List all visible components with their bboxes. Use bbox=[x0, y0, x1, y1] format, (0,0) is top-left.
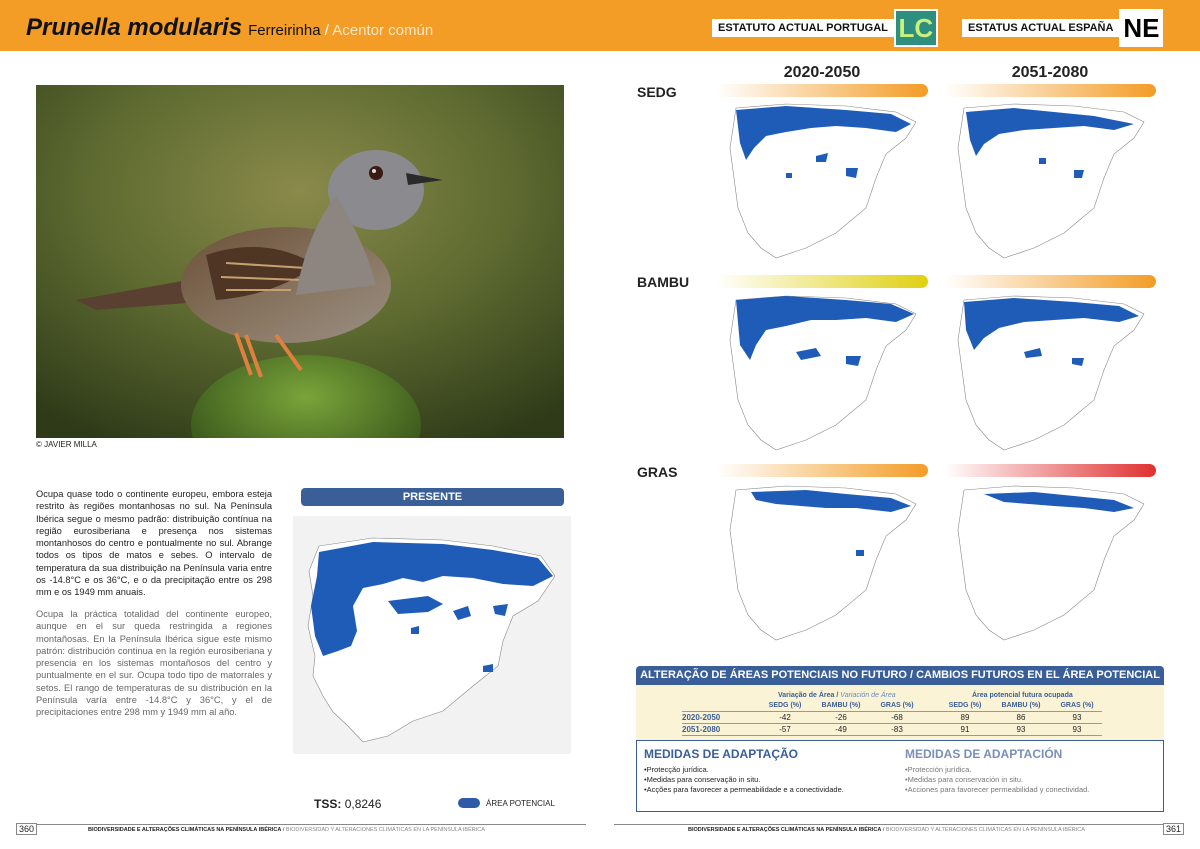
group-area-variation-es: Variación de Área bbox=[840, 692, 896, 699]
page-number-left: 360 bbox=[16, 823, 37, 835]
scientific-name: Prunella modularis bbox=[26, 14, 243, 41]
map-bambu-2050 bbox=[716, 290, 928, 462]
status-spain-label: ESTATUS ACTUAL ESPAÑA bbox=[962, 19, 1119, 37]
col-header: SEDG (%) bbox=[768, 702, 802, 709]
description-es: Ocupa la práctica totalidad del continente europeo, aunque en el sur queda restringida a regiones montañosas. En la Península Ibérica sigue este mismo patrón: distribución continua en la región eurosiberiana y presencia en los sistemas montañosos del centro y puntualmente en el sur. Ocupa todo tipo de matorrales y setos. El rango de temperaturas de su distribución en la Península varía entre -14.8°C y 36°C, y el de precipitaciones entre 298 mm y 1949 mm al año. bbox=[36, 609, 272, 718]
sedg-2080-bar bbox=[944, 84, 1156, 97]
col-header: GRAS (%) bbox=[1060, 702, 1094, 709]
bird-photo bbox=[36, 85, 564, 438]
adaptation-es-item: •Protección jurídica. bbox=[905, 765, 972, 774]
footer-pt: BIODIVERSIDADE E ALTERAÇÕES CLIMÁTICAS NA PENÍNSULA IBÉRICA bbox=[688, 827, 882, 833]
table-cell: 93 bbox=[1016, 725, 1026, 734]
footer-rule-left bbox=[16, 824, 586, 825]
footer-rule-right bbox=[614, 824, 1184, 825]
bambu-2080-bar bbox=[944, 275, 1156, 288]
legend-label: ÁREA POTENCIAL bbox=[486, 799, 555, 808]
table-cell: -68 bbox=[891, 713, 903, 722]
adaptation-pt-title: MEDIDAS DE ADAPTAÇÃO bbox=[644, 747, 799, 761]
table-cell: -49 bbox=[835, 725, 847, 734]
adaptation-pt-item: •Protecção jurídica. bbox=[644, 765, 709, 774]
col-header: SEDG (%) bbox=[948, 702, 982, 709]
group-area-variation: Variação de Área / Variación de Área bbox=[778, 692, 896, 699]
group-future-occupied: Área potencial futura ocupada bbox=[972, 692, 1073, 699]
table-cell: -57 bbox=[779, 725, 791, 734]
adaptation-pt-item: •Medidas para conservação in situ. bbox=[644, 775, 761, 784]
future-changes-table bbox=[636, 685, 1164, 740]
map-sedg-2080 bbox=[944, 98, 1156, 270]
table-cell: 86 bbox=[1016, 713, 1026, 722]
table-cell: -83 bbox=[891, 725, 903, 734]
row-divider bbox=[682, 723, 1102, 724]
gras-2050-bar bbox=[716, 464, 928, 477]
period-2020-2050: 2020-2050 bbox=[783, 64, 861, 81]
map-sedg-2050 bbox=[716, 98, 928, 270]
common-name-pt: Ferreirinha bbox=[248, 22, 321, 39]
col-header: BAMBU (%) bbox=[821, 702, 861, 709]
status-spain-code: NE bbox=[1119, 9, 1163, 47]
description-pt: Ocupa quase todo o continente europeu, embora esteja restrito às regiões montanhosas no sul. Na Península Ibérica segue o mesmo padrão: distribuição contínua na região eurosiberiana e presença nos sistemas montanhosos do centro e pontualmente no sul. Abrange todos os tipos de matos e sebes. O intervalo de temperatura da sua distribuição na Península varia entre os -14.8°C e os 36°C, e o da precipitação entre os 298 mm e os 1949 mm anuais. bbox=[36, 489, 272, 598]
row-divider bbox=[682, 735, 1102, 736]
future-changes-title: ALTERAÇÃO DE ÁREAS POTENCIAIS NO FUTURO / CAMBIOS FUTUROS EN EL ÁREA POTENCIAL bbox=[636, 666, 1164, 685]
adaptation-es bbox=[905, 747, 1160, 795]
name-separator: / bbox=[320, 22, 333, 39]
row-label-2050: 2020-2050 bbox=[682, 713, 721, 722]
status-portugal-label: ESTATUTO ACTUAL PORTUGAL bbox=[712, 19, 894, 37]
page-number-right: 361 bbox=[1163, 823, 1184, 835]
presente-map bbox=[293, 516, 571, 754]
status-spain bbox=[962, 11, 1163, 45]
adaptation-pt-item: •Acções para favorecer a permeabilidade e a conectividade. bbox=[644, 785, 844, 794]
status-portugal-code: LC bbox=[894, 9, 938, 47]
scenario-bambu-label: BAMBU bbox=[637, 274, 690, 290]
adaptation-box bbox=[636, 740, 1164, 812]
legend-swatch bbox=[458, 798, 480, 808]
table-cell: 91 bbox=[960, 725, 970, 734]
tss-score bbox=[314, 797, 381, 811]
footer-pt: BIODIVERSIDADE E ALTERAÇÕES CLIMÁTICAS NA PENÍNSULA IBÉRICA bbox=[88, 827, 282, 833]
table-cell: 89 bbox=[960, 713, 970, 722]
photo-credit: © JAVIER MILLA bbox=[36, 440, 97, 449]
footer-es: BIODIVERSIDAD Y ALTERACIONES CLIMÁTICAS EN LA PENÍNSULA IBÉRICA bbox=[885, 827, 1085, 833]
common-name-es: Acentor común bbox=[332, 22, 434, 39]
tss-value: 0,8246 bbox=[344, 797, 382, 811]
footer-sep: / bbox=[881, 827, 886, 833]
adaptation-es-item: •Medidas para conservación in situ. bbox=[905, 775, 1024, 784]
footer-text-right bbox=[688, 827, 1085, 833]
presente-title: PRESENTE bbox=[301, 488, 564, 506]
row-divider bbox=[682, 711, 1102, 712]
footer-text-left bbox=[88, 827, 485, 833]
table-cell: 93 bbox=[1072, 725, 1082, 734]
map-bambu-2080 bbox=[944, 290, 1156, 462]
species-title bbox=[26, 14, 433, 42]
status-portugal bbox=[712, 11, 938, 45]
footer-es: BIODIVERSIDAD Y ALTERACIONES CLIMÁTICAS EN LA PENÍNSULA IBÉRICA bbox=[285, 827, 485, 833]
tss-label: TSS: bbox=[314, 797, 342, 811]
adaptation-es-item: •Acciones para favorecer permeabilidad y conectividad. bbox=[905, 785, 1090, 794]
col-header: BAMBU (%) bbox=[1001, 702, 1041, 709]
gras-2080-bar bbox=[944, 464, 1156, 477]
map-gras-2080 bbox=[944, 480, 1156, 652]
adaptation-es-title: MEDIDAS DE ADAPTACIÓN bbox=[905, 747, 1063, 761]
row-label-2080: 2051-2080 bbox=[682, 725, 721, 734]
table-cell: -26 bbox=[835, 713, 847, 722]
col-header: GRAS (%) bbox=[880, 702, 914, 709]
map-gras-2050 bbox=[716, 480, 928, 652]
adaptation-pt bbox=[644, 747, 899, 795]
table-cell: 93 bbox=[1072, 713, 1082, 722]
footer-sep: / bbox=[281, 827, 286, 833]
period-2051-2080: 2051-2080 bbox=[1011, 64, 1089, 81]
sedg-2050-bar bbox=[716, 84, 928, 97]
bambu-2050-bar bbox=[716, 275, 928, 288]
scenario-sedg-label: SEDG bbox=[637, 84, 677, 100]
group-area-variation-pt: Variação de Área bbox=[778, 692, 835, 699]
scenario-gras-label: GRAS bbox=[637, 464, 678, 480]
table-cell: -42 bbox=[779, 713, 791, 722]
